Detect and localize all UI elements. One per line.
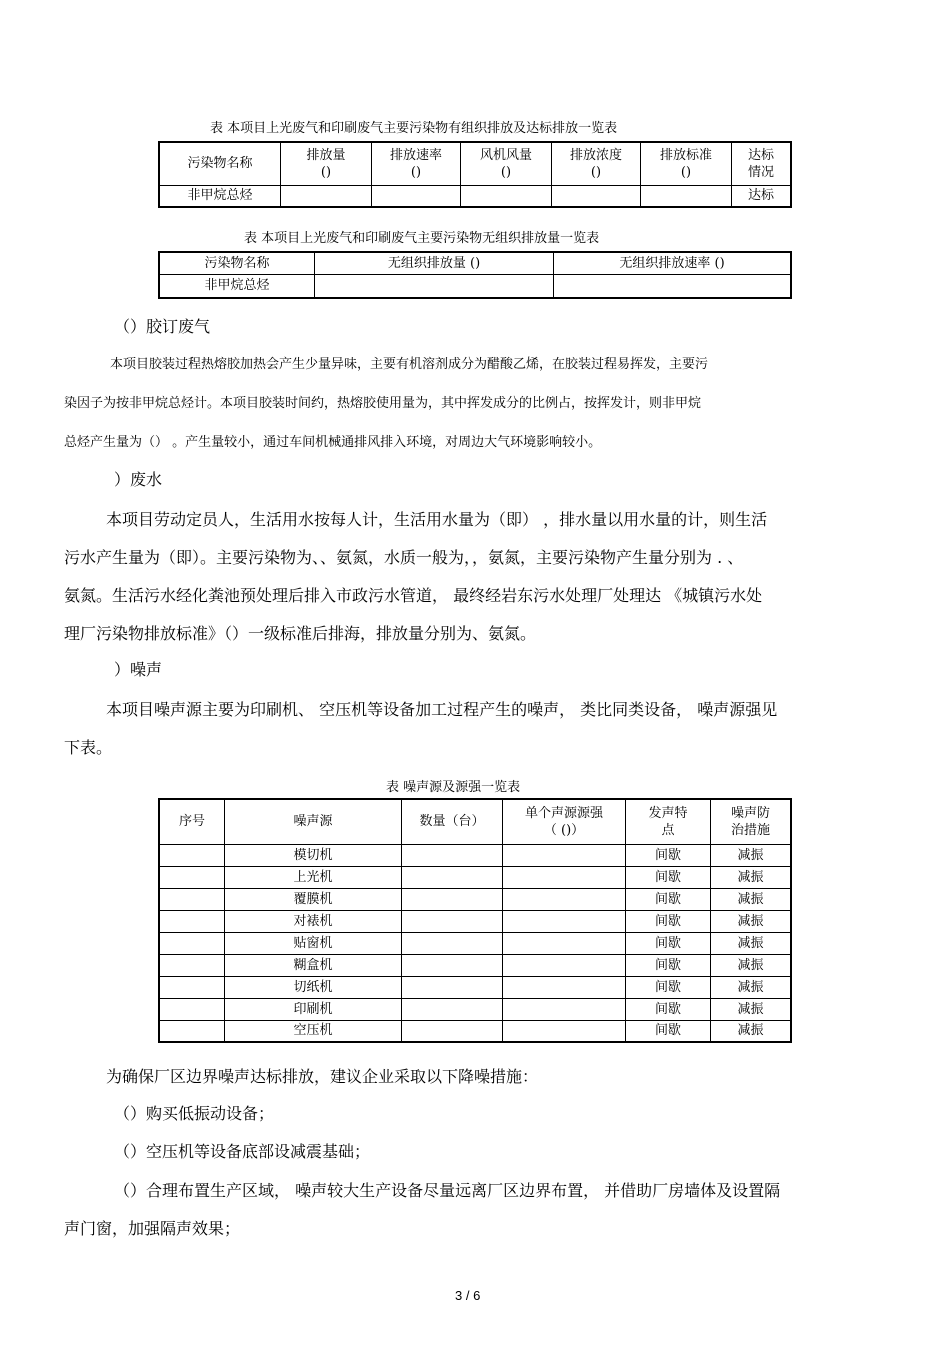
table3-header: 序号 bbox=[159, 799, 225, 844]
cell: 间歇 bbox=[626, 888, 711, 910]
cell bbox=[503, 998, 626, 1020]
table1-cell bbox=[461, 185, 552, 207]
cell: 对裱机 bbox=[225, 910, 402, 932]
cell bbox=[503, 888, 626, 910]
table1-cell: 非甲烷总烃 bbox=[159, 185, 281, 207]
table2-cell bbox=[315, 274, 554, 298]
cell: 间歇 bbox=[626, 1020, 711, 1042]
section-glue-heading: （）胶订废气 bbox=[114, 317, 211, 336]
table3-header: 数量（台） bbox=[402, 799, 503, 844]
table1-cell bbox=[641, 185, 732, 207]
cell: 间歇 bbox=[626, 954, 711, 976]
cell bbox=[159, 844, 225, 866]
cell: 减振 bbox=[711, 1020, 792, 1042]
table1-header: 污染物名称 bbox=[159, 142, 281, 185]
cell bbox=[503, 866, 626, 888]
cell bbox=[402, 954, 503, 976]
cell bbox=[402, 998, 503, 1020]
table-row bbox=[159, 976, 791, 998]
cell: 上光机 bbox=[225, 866, 402, 888]
measures-intro: 为确保厂区边界噪声达标排放，建议企业采取以下降噪措施： bbox=[106, 1067, 539, 1086]
cell bbox=[503, 976, 626, 998]
table1-cell bbox=[281, 185, 372, 207]
cell: 糊盒机 bbox=[225, 954, 402, 976]
table-row bbox=[159, 844, 791, 866]
cell bbox=[402, 888, 503, 910]
table-row bbox=[159, 954, 791, 976]
table1-header: 排放速率 () bbox=[372, 142, 461, 185]
cell bbox=[402, 976, 503, 998]
cell bbox=[159, 976, 225, 998]
table1-header: 达标 情况 bbox=[732, 142, 792, 185]
table3-header: 噪声防 治措施 bbox=[711, 799, 792, 844]
cell bbox=[402, 910, 503, 932]
cell: 减振 bbox=[711, 932, 792, 954]
cell: 贴窗机 bbox=[225, 932, 402, 954]
table2-cell bbox=[554, 274, 792, 298]
table1-caption: 表 本项目上光废气和印刷废气主要污染物有组织排放及达标排放一览表 bbox=[210, 121, 618, 136]
table1-cell bbox=[372, 185, 461, 207]
cell: 减振 bbox=[711, 910, 792, 932]
table3 bbox=[158, 798, 792, 1043]
cell bbox=[503, 932, 626, 954]
cell bbox=[402, 932, 503, 954]
cell: 减振 bbox=[711, 888, 792, 910]
paragraph-line: 本项目胶装过程热熔胶加热会产生少量异味，主要有机溶剂成分为醋酸乙烯，在胶装过程易挥发，主要污 bbox=[110, 357, 709, 372]
cell: 模切机 bbox=[225, 844, 402, 866]
paragraph-line: 染因子为按非甲烷总烃计。本项目胶装时间约，热熔胶使用量为，其中挥发成分的比例占，按挥发计，则非甲烷 bbox=[64, 396, 702, 411]
cell bbox=[503, 954, 626, 976]
paragraph-line: 污水产生量为（即）。主要污染物为、、氨氮，水质一般为，，氨氮，主要污染物产生量分别为 . 、 bbox=[64, 548, 744, 567]
cell bbox=[503, 910, 626, 932]
cell: 间歇 bbox=[626, 844, 711, 866]
cell: 减振 bbox=[711, 954, 792, 976]
paragraph-line: 本项目劳动定员人，生活用水按每人计，生活用水量为（即） ，排水量以用水量的计，则生活 bbox=[106, 510, 768, 529]
paragraph-line: 下表。 bbox=[64, 738, 113, 757]
table-row bbox=[159, 888, 791, 910]
table3-header: 单个声源源强 （ ()） bbox=[503, 799, 626, 844]
cell bbox=[159, 1020, 225, 1042]
page-number: 3 / 6 bbox=[455, 1288, 481, 1303]
cell bbox=[159, 932, 225, 954]
table1-cell: 达标 bbox=[732, 185, 792, 207]
cell bbox=[159, 998, 225, 1020]
cell bbox=[402, 844, 503, 866]
table3-header: 噪声源 bbox=[225, 799, 402, 844]
section-noise-heading: ）噪声 bbox=[114, 660, 163, 679]
measure-item: （）空压机等设备底部设减震基础； bbox=[114, 1142, 371, 1161]
cell: 间歇 bbox=[626, 910, 711, 932]
table1-header: 排放量 () bbox=[281, 142, 372, 185]
measure-item: （）合理布置生产区域， 噪声较大生产设备尽量远离厂区边界布置， 并借助厂房墙体及设置隔 bbox=[114, 1181, 781, 1200]
table-row bbox=[159, 866, 791, 888]
table-row bbox=[159, 1020, 791, 1042]
table2-header: 无组织排放速率 () bbox=[554, 252, 792, 274]
cell: 减振 bbox=[711, 998, 792, 1020]
table2-cell: 非甲烷总烃 bbox=[159, 274, 315, 298]
cell: 减振 bbox=[711, 976, 792, 998]
measure-item: （）购买低振动设备； bbox=[114, 1104, 275, 1123]
cell bbox=[159, 888, 225, 910]
table1-cell bbox=[552, 185, 641, 207]
cell: 间歇 bbox=[626, 932, 711, 954]
cell: 间歇 bbox=[626, 998, 711, 1020]
table2-caption: 表 本项目上光废气和印刷废气主要污染物无组织排放量一览表 bbox=[244, 231, 600, 246]
table1-header: 排放标准 () bbox=[641, 142, 732, 185]
section-water-heading: ）废水 bbox=[114, 470, 163, 489]
table2-header: 污染物名称 bbox=[159, 252, 315, 274]
table1 bbox=[158, 141, 792, 208]
table-row bbox=[159, 910, 791, 932]
cell bbox=[402, 1020, 503, 1042]
table1-header: 风机风量 () bbox=[461, 142, 552, 185]
cell bbox=[159, 910, 225, 932]
table1-header: 排放浓度 () bbox=[552, 142, 641, 185]
paragraph-line: 总烃产生量为（） 。产生量较小，通过车间机械通排风排入环境，对周边大气环境影响较小。 bbox=[64, 435, 602, 450]
table3-caption: 表 噪声源及源强一览表 bbox=[386, 780, 521, 795]
table-row bbox=[159, 998, 791, 1020]
cell bbox=[503, 844, 626, 866]
cell: 空压机 bbox=[225, 1020, 402, 1042]
cell bbox=[402, 866, 503, 888]
paragraph-line: 本项目噪声源主要为印刷机、 空压机等设备加工过程产生的噪声， 类比同类设备， 噪声源强见 bbox=[106, 700, 778, 719]
cell: 覆膜机 bbox=[225, 888, 402, 910]
table3-header: 发声特 点 bbox=[626, 799, 711, 844]
cell bbox=[159, 954, 225, 976]
cell: 印刷机 bbox=[225, 998, 402, 1020]
table-row bbox=[159, 932, 791, 954]
table2-header: 无组织排放量 () bbox=[315, 252, 554, 274]
measure-item: 声门窗，加强隔声效果； bbox=[64, 1219, 241, 1238]
cell bbox=[503, 1020, 626, 1042]
paragraph-line: 氨氮。生活污水经化粪池预处理后排入市政污水管道， 最终经岩东污水处理厂处理达 《城镇污水处 bbox=[64, 586, 763, 605]
cell: 减振 bbox=[711, 844, 792, 866]
paragraph-line: 理厂污染物排放标准》（）一级标准后排海，排放量分别为、氨氮。 bbox=[64, 624, 537, 643]
cell: 间歇 bbox=[626, 866, 711, 888]
cell: 切纸机 bbox=[225, 976, 402, 998]
cell: 间歇 bbox=[626, 976, 711, 998]
table2 bbox=[158, 251, 792, 299]
cell: 减振 bbox=[711, 866, 792, 888]
cell bbox=[159, 866, 225, 888]
